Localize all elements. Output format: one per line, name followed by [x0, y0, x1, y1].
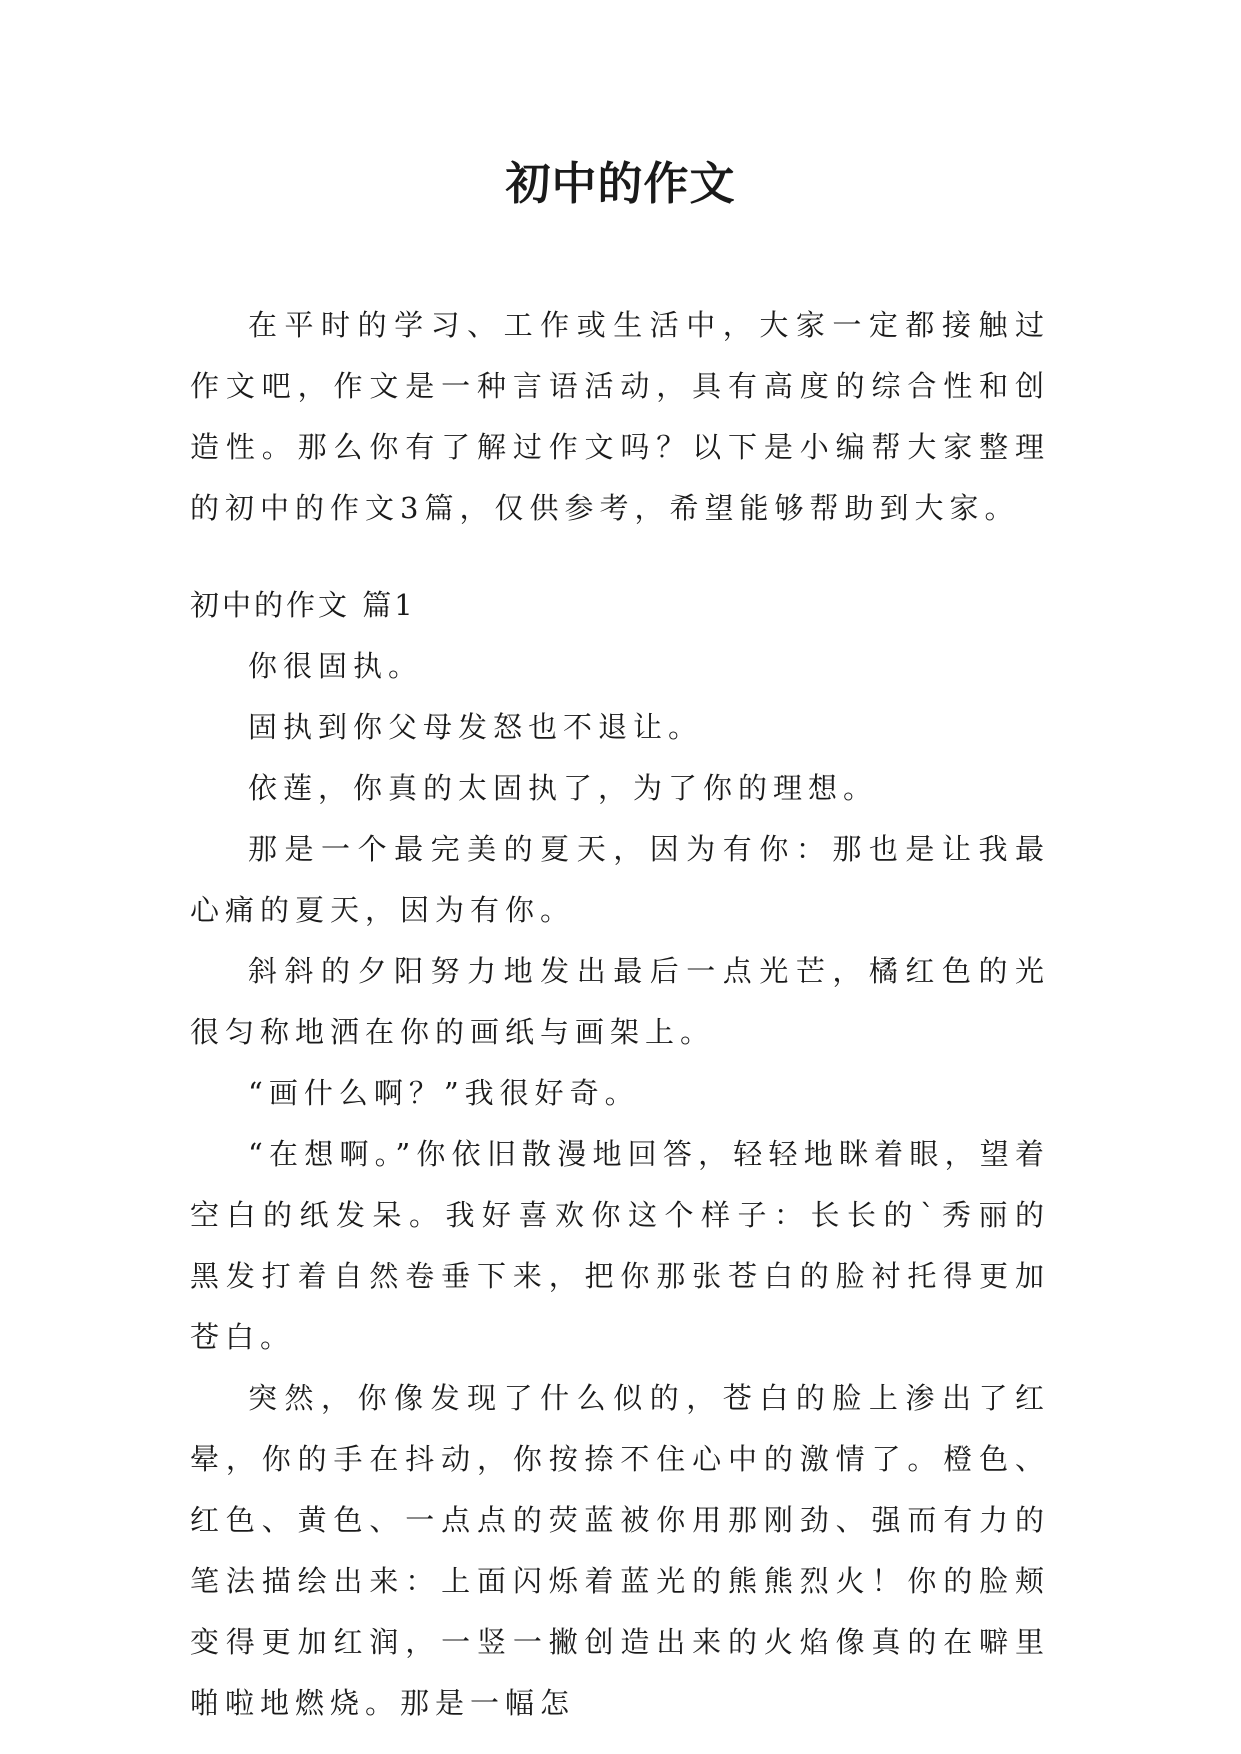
paragraph: “在想啊。”你依旧散漫地回答，轻轻地眯着眼，望着空白的纸发呆。我好喜欢你这个样子：长长的`秀丽的黑发打着自然卷垂下来，把你那张苍白的脸衬托得更加苍白。	[190, 1137, 1050, 1354]
paragraph: “画什么啊？”我很好奇。	[248, 1076, 640, 1110]
document-title: 初中的作文	[505, 157, 736, 210]
paragraph: 斜斜的夕阳努力地发出最后一点光芒，橘红色的光很匀称地洒在你的画纸与画架上。	[190, 954, 1050, 1049]
paragraph: 你很固执。	[248, 649, 424, 683]
intro-section	[190, 295, 1050, 539]
paragraph: 依莲，你真的太固执了，为了你的理想。	[248, 771, 879, 805]
essay-section	[190, 575, 1050, 1734]
section-heading: 初中的作文 篇1	[190, 588, 416, 622]
paragraph: 固执到你父母发怒也不退让。	[248, 710, 704, 744]
intro-paragraph: 在平时的学习、工作或生活中，大家一定都接触过作文吧，作文是一种言语活动，具有高度的综合性和创造性。那么你有了解过作文吗？以下是小编帮大家整理的初中的作文3篇，仅供参考，希望能够帮助到大家。	[190, 308, 1050, 525]
paragraph: 突然，你像发现了什么似的，苍白的脸上渗出了红晕，你的手在抖动，你按捺不住心中的激情了。橙色、红色、黄色、一点点的荧蓝被你用那刚劲、强而有力的笔法描绘出来：上面闪烁着蓝光的熊熊烈火！你的脸颊变得更加红润，一竖一撇创造出来的火焰像真的在噼里啪啦地燃烧。那是一幅怎	[190, 1381, 1050, 1720]
paragraph: 那是一个最完美的夏天，因为有你：那也是让我最心痛的夏天，因为有你。	[190, 832, 1050, 927]
